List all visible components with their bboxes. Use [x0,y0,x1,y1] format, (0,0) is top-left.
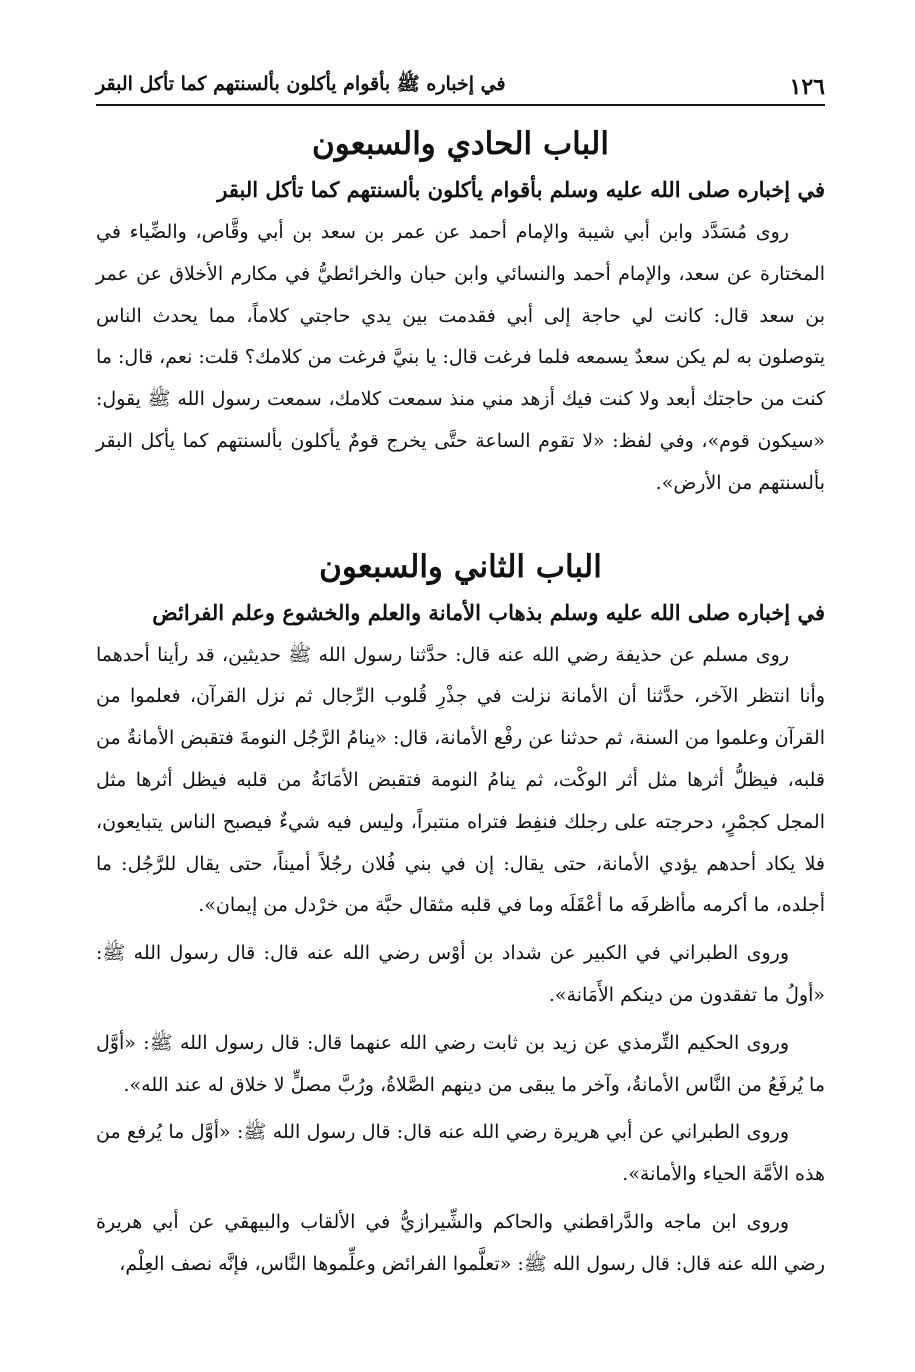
chapter-71-subtitle: في إخباره صلى الله عليه وسلم بأقوام يأكلون بألسنتهم كما تأكل البقر [217,177,825,202]
hadith-paragraph: وروى ابن ماجه والدَّراقطني والحاكم والشِّيرازيُّ في الألقاب والبيهقي عن أبي هريرة رضي الله عنه قال: قال رسول الله ﷺ: «تعلَّموا الفرائض وعلِّموها النَّاس، فإنَّه نصف العِلْم، [96,1210,825,1275]
chapter-71 [96,118,825,505]
hadith-paragraph: وروى الحكيم التِّرمذي عن زيد بن ثابت رضي الله عنهما قال: قال رسول الله ﷺ: «أوَّل ما يُرفَعُ من النَّاس الأمانةُ، وآخر ما يبقى من دينهم الصَّلاةُ، ورُبَّ مصلٍّ لا خلاق له عند الله». [96,1031,825,1096]
page-body [96,118,825,1286]
chapter-71-title: الباب الحادي والسبعون [312,126,609,162]
running-header [96,68,825,106]
hadith-paragraph: روى مسلم عن حذيفة رضي الله عنه قال: حدَّثنا رسول الله ﷺ حديثين، قد رأينا أحدهما وأنا انتظر الآخر، حدَّثنا أن الأمانة نزلت في جذْرِ قُلوب الرِّجال ثم نزل القرآن، فعلموا من القرآن وعلموا من السنة، ثم حدثنا عن رفْع الأمانة، قال: «ينامُ الرَّجُل النومةَ فتقبض الأمانةُ من قلبه، فيظلُّ أثرها مثل أثر الوكْت، ثم ينامُ النومة فتقبض الأمَانَةُ من قلبه فيظل أثرها مثل المجل كجمْرٍ، دحرجته على رجلك فنفِط فتراه منتبراً، وليس فيه شيءٌ فيصبح الناس يتبايعون، فلا يكاد أحدهم يؤدي الأمانة، حتى يقال: إن في بني فُلان رجُلاً أميناً، حتى يقال للرَّجُل: ما أجلده، ما أكرمه مأاظرفَه ما أعْقَلَه وما في قلبه مثقال حبَّة من خرْدل من إيمان». [96,643,825,917]
chapter-72 [96,541,825,1286]
hadith-paragraph: وروى الطبراني في الكبير عن شداد بن أوْس رضي الله عنه قال: قال رسول الله ﷺ: «أولُ ما تفقدون من دينكم الأَمَانة». [96,942,825,1006]
hadith-paragraph: وروى الطبراني عن أبي هريرة رضي الله عنه قال: قال رسول الله ﷺ: «أوَّل ما يُرفع من هذه الأمَّة الحياء والأمانة». [96,1121,825,1186]
section-spacer [96,505,825,541]
chapter-72-title: الباب الثاني والسبعون [319,548,602,585]
chapter-71-paragraph: روى مُسَدَّد وابن أبي شيبة والإمام أحمد عن عمر بن سعد بن أبي وقَّاص، والضِّياء في المختارة عن سعد، والإمام أحمد والنسائي وابن حبان والخرائطيُّ في مكارم الأخلاق عن عمر بن سعد قال: كانت لي حاجة إلى أبي فقدمت بين يدي حاجتي كلاماً، مما يحدث الناس يتوصلون به لم يكن سعدٌ يسمعه فلما فرغت قال: يا بنيَّ فرغت من كلامك؟ قلت: نعم، قال: ما كنت من حاجتك أبعد ولا كنت فيك أزهد مني منذ سمعت كلامك، سمعت رسول الله ﷺ يقول: «سيكون قوم»، وفي لفظ: «لا تقوم الساعة حتَّى يخرج قومٌ يأكلون بألسنتهم كما يأكل البقر بألسنتهم من الأرض». [96,221,825,494]
page-number: ١٢٦ [789,74,825,100]
running-title: في إخباره ﷺ بأقوام يأكلون بألسنتهم كما تأكل البقر [96,73,506,95]
chapter-72-subtitle: في إخباره صلى الله عليه وسلم بذهاب الأمانة والعلم والخشوع وعلم الفرائض [152,599,825,625]
